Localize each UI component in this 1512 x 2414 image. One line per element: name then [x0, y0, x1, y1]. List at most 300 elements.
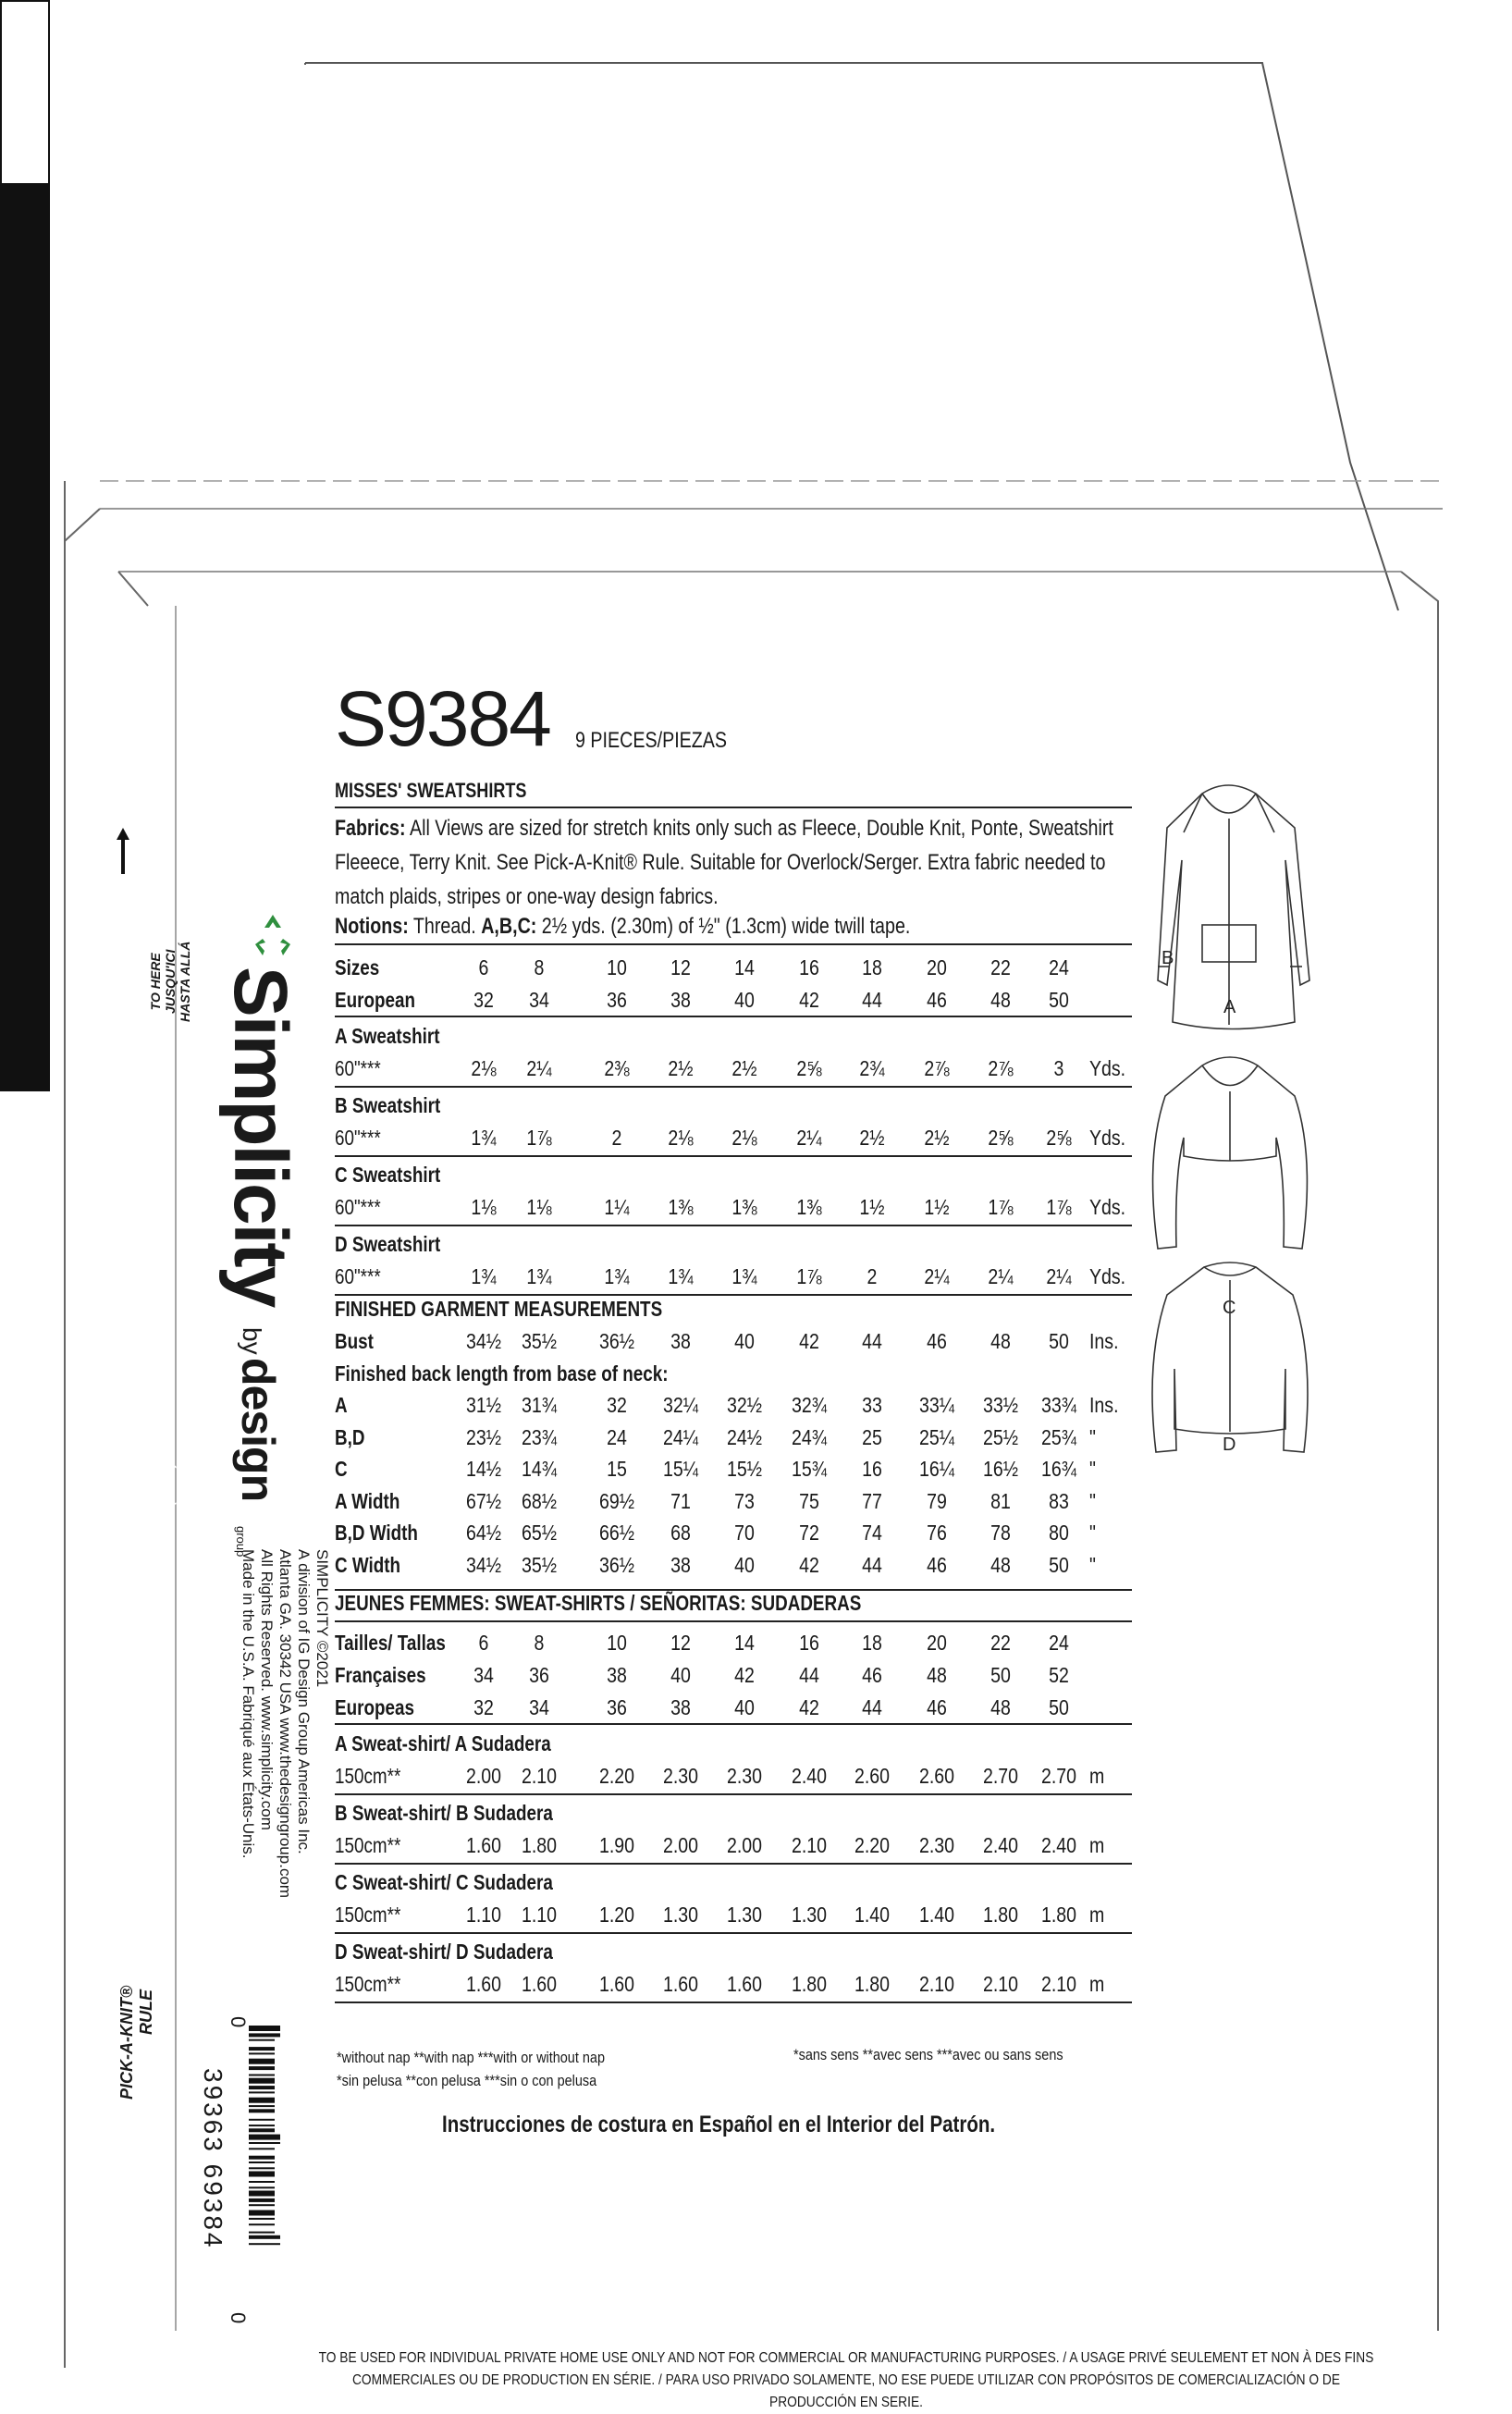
table-cell: 36 — [607, 1695, 627, 1719]
unit-label: Yds. — [1089, 1195, 1126, 1219]
yardage-view-heading: C Sweatshirt — [335, 1163, 441, 1187]
table-cell: 24 — [607, 1424, 627, 1449]
table-cell: 1⅜ — [796, 1195, 822, 1219]
barcode-bar — [249, 2243, 280, 2245]
table-cell: 14¾ — [521, 1457, 558, 1481]
metric-heading: JEUNES FEMMES: SWEAT-SHIRTS / SEÑORITAS: SUDADERAS — [335, 1591, 862, 1615]
table-cell: 16 — [799, 1631, 819, 1655]
unit-label: m — [1089, 1764, 1105, 1788]
barcode-bar — [249, 2223, 275, 2225]
fabrics-description: Fabrics: All Views are sized for stretch knits only such as Fleece, Double Knit, Ponte, Sweatshirt Fleeece, Terry Knit. See Pick-A-Knit® Rule. Suitable for Overlock/Serger. Extra fabric needed to match plaids, stripes or one-way design fabrics. — [335, 816, 1113, 909]
brand-by: by — [238, 1327, 266, 1355]
table-cell: 64½ — [465, 1521, 502, 1545]
divider — [335, 1620, 1132, 1622]
table-cell: 32¾ — [791, 1393, 828, 1417]
barcode-bar — [249, 2086, 275, 2089]
view-label-d: D — [1223, 1435, 1236, 1455]
table-cell: 83 — [1049, 1488, 1069, 1513]
table-cell: 40 — [734, 1329, 755, 1353]
back-length-heading: Finished back length from base of neck: — [335, 1361, 669, 1386]
table-cell: 25½ — [982, 1424, 1019, 1449]
table-cell: 15¼ — [662, 1457, 699, 1481]
table-cell: 1⅞ — [988, 1195, 1014, 1219]
table-cell: 2.60 — [918, 1764, 955, 1788]
table-cell: 52 — [1049, 1663, 1069, 1687]
table-cell: 2.30 — [662, 1764, 699, 1788]
table-cell: 42 — [734, 1663, 755, 1687]
table-cell: 77 — [862, 1488, 882, 1513]
table-cell: 18 — [862, 1631, 882, 1655]
table-cell: 2.70 — [1040, 1764, 1077, 1788]
table-cell: 2.30 — [726, 1764, 763, 1788]
sketch-view-c — [1153, 1057, 1308, 1249]
table-cell: 1.80 — [854, 1972, 891, 1996]
unit-label: Yds. — [1089, 1264, 1126, 1288]
table-cell: 2¼ — [988, 1264, 1014, 1288]
table-cell: 31¾ — [521, 1393, 558, 1417]
table-cell: 46 — [927, 988, 947, 1012]
table-cell: 23¾ — [521, 1424, 558, 1449]
table-cell: 22 — [990, 1631, 1011, 1655]
table-cell: 18 — [862, 955, 882, 979]
company-line: SIMPLICITY ©2021 — [313, 1549, 331, 1688]
table-cell: 1½ — [859, 1195, 885, 1219]
table-cell: 46 — [862, 1663, 882, 1687]
table-cell: 16 — [799, 955, 819, 979]
table-cell: 70 — [734, 1521, 755, 1545]
table-cell: 33½ — [982, 1393, 1019, 1417]
table-cell: 20 — [927, 1631, 947, 1655]
table-cell: 1¾ — [471, 1126, 497, 1150]
table-cell: 1.40 — [854, 1903, 891, 1927]
measurements-heading: FINISHED GARMENT MEASUREMENTS — [335, 1297, 663, 1321]
table-cell: 16½ — [982, 1457, 1019, 1481]
barcode-bar — [249, 2204, 275, 2206]
table-cell: 78 — [990, 1521, 1011, 1545]
table-cell: 1.60 — [726, 1972, 763, 1996]
pattern-title: MISSES' SWEATSHIRTS — [335, 779, 527, 802]
table-cell: 2⅛ — [731, 1126, 757, 1150]
table-cell: 1¾ — [668, 1264, 694, 1288]
table-cell: 42 — [799, 1329, 819, 1353]
table-cell: 15½ — [726, 1457, 763, 1481]
table-cell: 48 — [990, 988, 1011, 1012]
table-cell: 6 — [478, 1631, 489, 1655]
table-cell: 1⅞ — [1046, 1195, 1072, 1219]
view-sketches — [1147, 777, 1313, 1455]
table-cell: 1.60 — [521, 1972, 558, 1996]
table-cell: 2.30 — [918, 1833, 955, 1857]
table-cell: 79 — [927, 1488, 947, 1513]
barcode-left-digit: 0 — [227, 2016, 250, 2028]
table-cell: 48 — [990, 1329, 1011, 1353]
sketch-view-d — [1152, 1262, 1308, 1452]
table-cell: 32¼ — [662, 1393, 699, 1417]
measurement-row-label: A Width — [335, 1488, 400, 1513]
barcode-bar — [249, 2218, 275, 2220]
barcode-bar — [249, 2047, 275, 2051]
table-cell: 2.10 — [521, 1764, 558, 1788]
table-cell: 2⅞ — [924, 1056, 950, 1080]
barcode-bar — [249, 2156, 275, 2160]
table-cell: 44 — [862, 1695, 882, 1719]
table-cell: 1¼ — [604, 1195, 630, 1219]
table-cell: 68½ — [521, 1488, 558, 1513]
yardage-row-label: 60"*** — [335, 1195, 381, 1219]
table-cell: 81 — [990, 1488, 1011, 1513]
table-cell: 1⅛ — [526, 1195, 552, 1219]
arrow-up-icon — [109, 823, 137, 879]
bust-row-label: Bust — [335, 1329, 374, 1353]
table-cell: 48 — [927, 1663, 947, 1687]
table-cell: 33¼ — [918, 1393, 955, 1417]
table-cell: 10 — [607, 955, 627, 979]
table-cell: 2¾ — [859, 1056, 885, 1080]
measurement-row-label: B,D — [335, 1424, 365, 1449]
table-cell: 14 — [734, 1631, 755, 1655]
metric-view-heading: B Sweat-shirt/ B Sudadera — [335, 1801, 553, 1825]
table-cell: 42 — [799, 1695, 819, 1719]
table-cell: 1¾ — [604, 1264, 630, 1288]
barcode-bar — [249, 2039, 275, 2041]
table-cell: 50 — [1049, 1329, 1069, 1353]
to-here-line: HASTA ALLÁ — [178, 941, 192, 1022]
table-cell: 1.10 — [465, 1903, 502, 1927]
table-cell: 16¼ — [918, 1457, 955, 1481]
table-cell: 34 — [473, 1663, 494, 1687]
metric-view-heading: D Sweat-shirt/ D Sudadera — [335, 1940, 553, 1964]
table-cell: 2.40 — [982, 1833, 1019, 1857]
barcode-bar — [249, 2059, 275, 2064]
barcode-bar — [249, 2098, 275, 2103]
table-cell: 38 — [670, 1329, 691, 1353]
table-cell: 24 — [1049, 955, 1069, 979]
table-cell: 32 — [473, 988, 494, 1012]
brand-design: design — [232, 1358, 284, 1502]
table-cell: 50 — [1049, 988, 1069, 1012]
table-cell: 33¾ — [1040, 1393, 1077, 1417]
european-sizes-row-label: Europeas — [335, 1695, 414, 1719]
knit-rule-instructions — [148, 1366, 192, 1938]
metric-view-heading: C Sweat-shirt/ C Sudadera — [335, 1870, 553, 1894]
measurement-row-label: C — [335, 1457, 348, 1481]
sketch-view-a-b — [1158, 785, 1309, 1029]
knit-rule-to-here — [148, 942, 192, 1022]
table-cell: 36½ — [598, 1552, 635, 1577]
european-sizes-row-label: European — [335, 988, 415, 1012]
table-cell: 73 — [734, 1488, 755, 1513]
table-cell: 2⅝ — [796, 1056, 822, 1080]
divider — [335, 1793, 1132, 1795]
metric-yardage-row-label: 150cm** — [335, 1833, 401, 1857]
company-line: Atlanta GA. 30342 USA www.thedesigngroup.com — [277, 1549, 294, 1899]
view-label-a: A — [1223, 997, 1236, 1017]
table-cell: 38 — [670, 1695, 691, 1719]
barcode-bar — [249, 2191, 275, 2197]
table-cell: 38 — [670, 1552, 691, 1577]
barcode-bar — [249, 2128, 275, 2132]
table-cell: 20 — [927, 955, 947, 979]
table-cell: 34 — [529, 1695, 549, 1719]
barcode-bar — [249, 2066, 275, 2070]
company-line: Made in the U.S.A. Fabriqué aux États-Unis. — [240, 1549, 257, 1859]
table-cell: 34½ — [465, 1552, 502, 1577]
table-cell: 1.90 — [598, 1833, 635, 1857]
yardage-view-heading: B Sweatshirt — [335, 1093, 441, 1117]
table-cell: 1⅞ — [526, 1126, 552, 1150]
barcode-bar — [249, 2119, 275, 2121]
table-cell: 35½ — [521, 1552, 558, 1577]
table-cell: 2.10 — [1040, 1972, 1077, 1996]
view-label-c: C — [1223, 1298, 1236, 1318]
table-cell: 40 — [734, 1552, 755, 1577]
table-cell: 48 — [990, 1695, 1011, 1719]
measurement-row-label: C Width — [335, 1552, 401, 1577]
table-cell: 44 — [862, 988, 882, 1012]
table-cell: 2½ — [668, 1056, 694, 1080]
table-cell: 8 — [534, 1631, 545, 1655]
divider — [335, 1155, 1132, 1157]
divider — [335, 1225, 1132, 1226]
table-cell: 1.10 — [521, 1903, 558, 1927]
table-cell: 74 — [862, 1521, 882, 1545]
barcode-bar — [249, 2172, 275, 2177]
arrow-up-icon — [109, 1043, 137, 1099]
table-cell: 1¾ — [731, 1264, 757, 1288]
table-cell: 42 — [799, 1552, 819, 1577]
table-cell: 1.80 — [982, 1903, 1019, 1927]
table-cell: 10 — [607, 1631, 627, 1655]
barcode-bar — [249, 2198, 275, 2202]
table-cell: 34½ — [465, 1329, 502, 1353]
table-cell: 2⅞ — [988, 1056, 1014, 1080]
table-cell: 36½ — [598, 1329, 635, 1353]
table-cell: 1.60 — [465, 1972, 502, 1996]
barcode-bar — [249, 2186, 275, 2188]
metric-view-heading: A Sweat-shirt/ A Sudadera — [335, 1731, 551, 1755]
company-line: All Rights Reserved. www.simplicity.com — [258, 1549, 276, 1830]
table-cell: 24 — [1049, 1631, 1069, 1655]
table-cell: 68 — [670, 1521, 691, 1545]
unit-label: " — [1089, 1552, 1096, 1577]
table-cell: 12 — [670, 1631, 691, 1655]
table-cell: 15 — [607, 1457, 627, 1481]
divider — [335, 807, 1132, 808]
metric-yardage-row-label: 150cm** — [335, 1903, 401, 1927]
table-cell: 32 — [473, 1695, 494, 1719]
footnotes-french: *sans sens **avec sens ***avec ou sans sens — [793, 2046, 1063, 2063]
table-cell: 1¾ — [526, 1264, 552, 1288]
table-cell: 50 — [1049, 1695, 1069, 1719]
table-cell: 16¾ — [1040, 1457, 1077, 1481]
barcode-bar — [249, 2142, 280, 2144]
table-cell: 1.30 — [791, 1903, 828, 1927]
barcode-bar — [249, 2052, 275, 2054]
table-cell: 1.60 — [598, 1972, 635, 1996]
table-cell: 22 — [990, 955, 1011, 979]
barcode-bar — [249, 2091, 275, 2093]
table-cell: 2.60 — [854, 1764, 891, 1788]
table-cell: 2.20 — [854, 1833, 891, 1857]
table-cell: 67½ — [465, 1488, 502, 1513]
knit-rule-rule: RULE — [137, 1989, 155, 2035]
divider — [335, 1932, 1132, 1934]
company-line: A division of IG Design Group Americas Inc. — [295, 1549, 313, 1854]
table-cell: 2¼ — [1046, 1264, 1072, 1288]
table-cell: 44 — [862, 1329, 882, 1353]
table-cell: 24½ — [726, 1424, 763, 1449]
table-cell: 12 — [670, 955, 691, 979]
table-cell: 1.80 — [1040, 1903, 1077, 1927]
table-cell: 80 — [1049, 1521, 1069, 1545]
table-cell: 2 — [611, 1126, 622, 1150]
table-cell: 2.00 — [662, 1833, 699, 1857]
brand-group: group — [234, 1526, 248, 1558]
table-cell: 1⅜ — [668, 1195, 694, 1219]
knit-instruction-line: POUR CE PATRON - LE JERSEY DOIT S'ÉTIRER DANS LA LARGEUR DE 4" (10 cm) DEPUIS ICI — [163, 1396, 177, 1938]
table-cell: 16 — [862, 1457, 882, 1481]
barcode-bar — [249, 2148, 275, 2149]
table-cell: 31½ — [465, 1393, 502, 1417]
table-cell: 25 — [862, 1424, 882, 1449]
table-cell: 2.10 — [982, 1972, 1019, 1996]
divider — [335, 1723, 1132, 1725]
table-cell: 3 — [1053, 1056, 1064, 1080]
notions-description: Notions: Thread. A,B,C: 2½ yds. (2.30m) of ½" (1.3cm) wide twill tape. — [335, 914, 911, 939]
barcode-bar — [249, 2033, 280, 2037]
table-cell: 2⅝ — [988, 1126, 1014, 1150]
metric-sizes-row-label: Tailles/ Tallas — [335, 1631, 446, 1655]
table-cell: 46 — [927, 1695, 947, 1719]
table-cell: 1.30 — [726, 1903, 763, 1927]
unit-label: " — [1089, 1488, 1096, 1513]
table-cell: 8 — [534, 955, 545, 979]
table-cell: 2.20 — [598, 1764, 635, 1788]
table-cell: 38 — [607, 1663, 627, 1687]
table-cell: 25¼ — [918, 1424, 955, 1449]
footnotes-english-spanish: *without nap **with nap ***with or without nap *sin pelusa **con pelusa ***sin o con pelusa — [337, 2049, 605, 2089]
table-cell: 1.40 — [918, 1903, 955, 1927]
table-cell: 34 — [529, 988, 549, 1012]
divider — [335, 1294, 1132, 1296]
table-cell: 2½ — [859, 1126, 885, 1150]
barcode-right-digit: 0 — [227, 2312, 250, 2324]
table-cell: 40 — [734, 988, 755, 1012]
spanish-instructions-note: Instrucciones de costura en Español en el Interior del Patrón. — [442, 2112, 996, 2137]
unit-label: Ins. — [1089, 1329, 1119, 1353]
unit-label: " — [1089, 1457, 1096, 1481]
barcode-bar — [249, 2162, 275, 2163]
table-cell: 1.20 — [598, 1903, 635, 1927]
table-cell: 2.10 — [791, 1833, 828, 1857]
table-cell: 2.40 — [1040, 1833, 1077, 1857]
knit-rule-label: PICK-A-KNIT® — [117, 1985, 136, 2100]
view-label-b: B — [1162, 948, 1174, 968]
table-cell: 1.60 — [662, 1972, 699, 1996]
barcode-bar — [249, 2181, 275, 2183]
table-cell: 65½ — [521, 1521, 558, 1545]
barcode-bar — [249, 2105, 275, 2107]
barcode — [245, 2026, 282, 2322]
unit-label: Yds. — [1089, 1126, 1126, 1150]
unit-label: " — [1089, 1521, 1096, 1545]
table-cell: 40 — [670, 1663, 691, 1687]
barcode-bar — [249, 2125, 275, 2126]
knit-instruction-line: PARA ESTE PATRÓN - LAS MALLAS DEBEN ESTIRARSE A LO ANCHO POR 4" (10 cm) DESDE AQUÍ — [178, 1365, 191, 1938]
table-cell: 2.10 — [918, 1972, 955, 1996]
table-cell: 35½ — [521, 1329, 558, 1353]
table-cell: 50 — [990, 1663, 1011, 1687]
table-cell: 6 — [478, 955, 489, 979]
pattern-code: S9384 — [335, 675, 550, 762]
table-cell: 50 — [1049, 1552, 1069, 1577]
table-cell: 2.00 — [726, 1833, 763, 1857]
table-cell: 2.00 — [465, 1764, 502, 1788]
table-cell: 1.60 — [465, 1833, 502, 1857]
table-cell: 24¾ — [791, 1424, 828, 1449]
table-cell: 71 — [670, 1488, 691, 1513]
unit-label: " — [1089, 1424, 1096, 1449]
table-cell: 15¾ — [791, 1457, 828, 1481]
yardage-view-heading: A Sweatshirt — [335, 1024, 440, 1048]
barcode-bar — [249, 2078, 275, 2084]
barcode-bar — [249, 2232, 275, 2234]
table-cell: 2¼ — [526, 1056, 552, 1080]
table-cell: 14 — [734, 955, 755, 979]
table-cell: 42 — [799, 988, 819, 1012]
table-cell: 76 — [927, 1521, 947, 1545]
table-cell: 1⅛ — [471, 1195, 497, 1219]
unit-label: m — [1089, 1903, 1105, 1927]
yardage-row-label: 60"*** — [335, 1056, 381, 1080]
yardage-view-heading: D Sweatshirt — [335, 1232, 441, 1256]
table-cell: 44 — [799, 1663, 819, 1687]
table-cell: 2⅜ — [604, 1056, 630, 1080]
metric-yardage-row-label: 150cm** — [335, 1764, 401, 1788]
table-cell: 1⅜ — [731, 1195, 757, 1219]
barcode-bar — [249, 2075, 275, 2076]
table-cell: 2.40 — [791, 1764, 828, 1788]
table-cell: 2½ — [731, 1056, 757, 1080]
brand-logo: Simplicity — [218, 967, 302, 1307]
table-cell: 40 — [734, 1695, 755, 1719]
table-cell: 33 — [862, 1393, 882, 1417]
yardage-row-label: 60"*** — [335, 1264, 381, 1288]
barcode-bar — [249, 2211, 275, 2216]
table-cell: 38 — [670, 988, 691, 1012]
table-cell: 72 — [799, 1521, 819, 1545]
table-cell: 32½ — [726, 1393, 763, 1417]
table-cell: 48 — [990, 1552, 1011, 1577]
table-cell: 46 — [927, 1329, 947, 1353]
table-cell: 2 — [867, 1264, 878, 1288]
divider — [335, 1086, 1132, 1088]
table-cell: 2.70 — [982, 1764, 1019, 1788]
knit-instruction-line: FOR THIS PATTERN - 4" (10 cm) OF KNIT FABRIC MUST STRETCH CROSSWISE FROM HERE — [148, 1405, 162, 1938]
recycle-icon — [250, 911, 296, 957]
unit-label: m — [1089, 1833, 1105, 1857]
pattern-pieces: 9 PIECES/PIEZAS — [575, 728, 728, 753]
measurement-row-label: A — [335, 1393, 348, 1417]
usage-disclaimer: TO BE USED FOR INDIVIDUAL PRIVATE HOME USE ONLY AND NOT FOR COMMERCIAL OR MANUFACTURING PURPOSES. / A USAGE PRIVÉ SEULEMENT ET NON À DES FINS COMMERCIALES OU DE PRODUCTION EN SÉRIE. / PARA USO PRIVADO SOLAMENTE, NO ESE PUEDE UTILIZAR CON PROPÓSITOS DE COMERCIALIZACIÓN O DE PRODUCCIÓN EN SERIE. — [318, 2350, 1374, 2410]
barcode-bar — [249, 2235, 280, 2239]
barcode-bar — [249, 2109, 275, 2112]
barcode-bar — [249, 2135, 280, 2140]
table-cell: 2⅛ — [668, 1126, 694, 1150]
table-cell: 23½ — [465, 1424, 502, 1449]
to-here-line: JUSQU'ICI — [163, 949, 178, 1015]
sizes-row-label: Sizes — [335, 955, 380, 979]
